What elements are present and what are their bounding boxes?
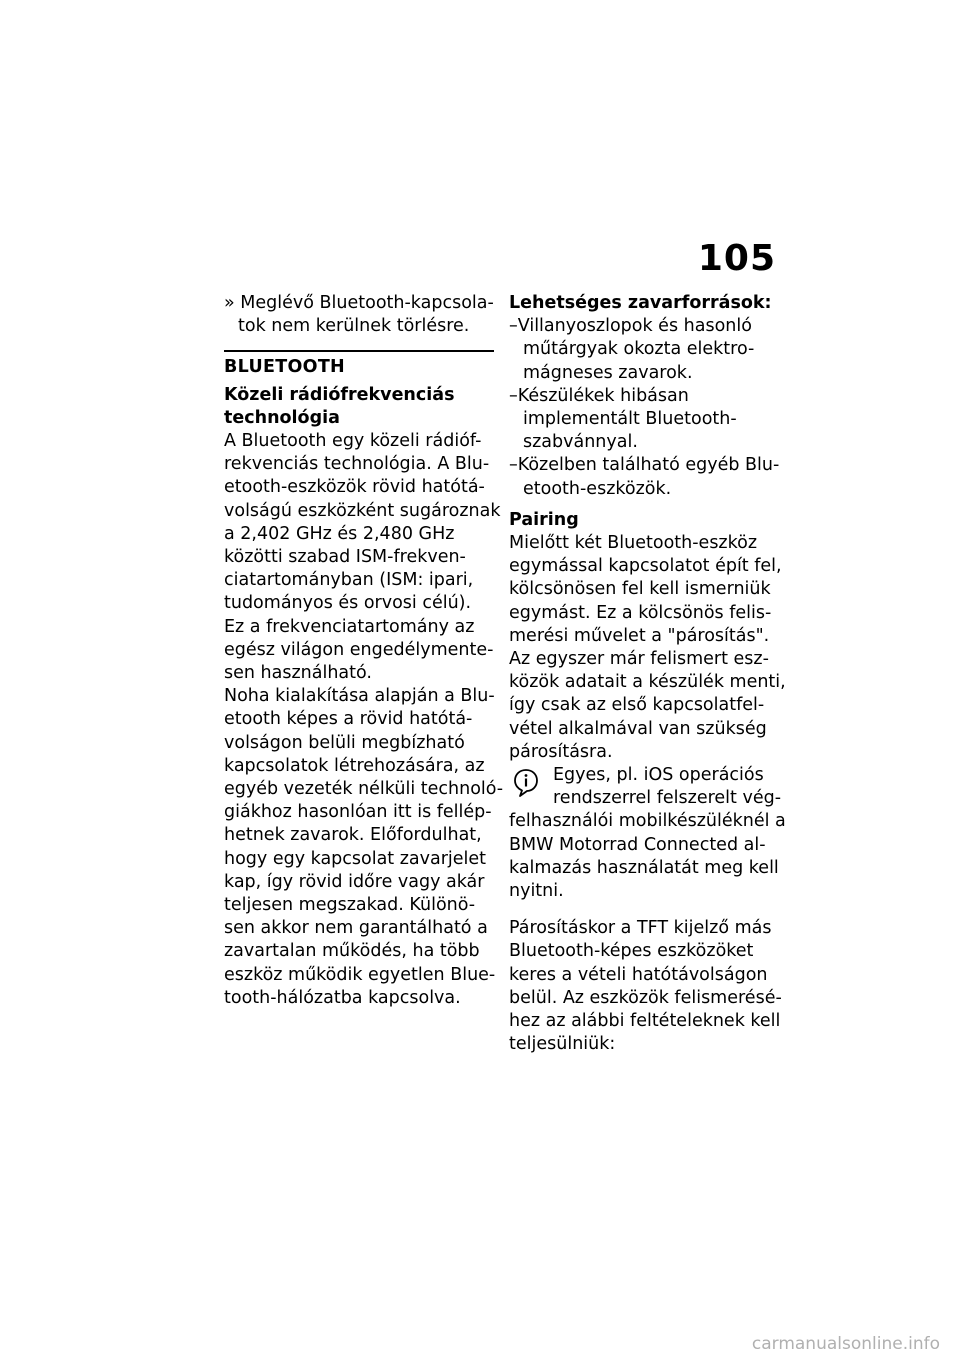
footer-watermark: carmanualsonline.info (751, 1334, 940, 1354)
paragraph-pairing (509, 532, 786, 764)
text-line: tooth-hálózatba kapcsolva. (224, 987, 461, 1008)
text-line: Ez a frekvenciatartomány az (224, 616, 475, 637)
text-line: Mielőtt két Bluetooth-eszköz (509, 533, 758, 554)
bullet-note (224, 292, 494, 338)
text-line: párosításra. (509, 741, 613, 762)
section-divider (224, 350, 494, 352)
dash-line: szabvánnyal. (523, 432, 638, 453)
note-line: rendszerrel felszerelt vég- (553, 788, 782, 809)
text-line: így csak az első kapcsolatfel- (509, 695, 765, 716)
text-line: teljesen megszakad. Különö- (224, 895, 476, 916)
text-line: a 2,402 GHz és 2,480 GHz (224, 523, 455, 544)
text-line: egymást. Ez a kölcsönös felis- (509, 602, 772, 623)
text-line: hetnek zavarok. Előfordulhat, (224, 825, 482, 846)
bullet-line (224, 292, 494, 315)
text-line: közötti szabad ISM-frekven- (224, 547, 466, 568)
text-line: ciatartományban (ISM: ipari, (224, 570, 474, 591)
paragraph-final (509, 917, 781, 1056)
info-icon (513, 768, 539, 798)
dash-line: –Villanyoszlopok és hasonló (509, 316, 752, 337)
note-line: felhasználói mobilkészüléknél a (509, 811, 786, 832)
dash-list (509, 315, 781, 501)
pairing-heading: Pairing (509, 509, 579, 530)
text-line: A Bluetooth egy közeli rádióf- (224, 431, 482, 452)
page-number: 105 (697, 238, 776, 279)
dash-line: –Közelben található egyéb Blu- (509, 455, 780, 476)
text-line: zavartalan működés, ha több (224, 941, 480, 962)
text-line: keres a vételi hatótávolságon (509, 964, 768, 985)
text-line: etooth-eszközök rövid hatótá- (224, 477, 485, 498)
text-line: Az egyszer már felismert esz- (509, 649, 769, 670)
bullet-text: Meglévő Bluetooth-kapcsola- (240, 293, 494, 313)
text-line: Párosításkor a TFT kijelző más (509, 918, 772, 939)
text-line: Bluetooth-képes eszközöket (509, 941, 754, 962)
text-line: kapcsolatok létrehozására, az (224, 755, 485, 776)
note-line: kalmazás használatát meg kell (509, 857, 779, 878)
paragraph-intro (224, 430, 501, 685)
dash-line: –Készülékek hibásan (509, 385, 689, 406)
text-line: tudományos és orvosi célú). (224, 593, 472, 614)
subheading (224, 384, 494, 430)
right-column (509, 292, 786, 1057)
bullet-text: tok nem kerülnek törlésre. (238, 316, 470, 337)
note-line: BMW Motorrad Connected al- (509, 834, 766, 855)
text-line: volságú eszközként sugároznak (224, 500, 501, 521)
note-line: nyitni. (509, 881, 564, 902)
text-line: volságon belüli megbízható (224, 732, 465, 753)
text-line: belül. Az eszközök felismerésé- (509, 987, 782, 1008)
text-line: eszköz működik egyetlen Blue- (224, 964, 496, 985)
dash-line: mágneses zavarok. (523, 362, 693, 383)
section-title: BLUETOOTH (224, 357, 346, 378)
info-note (509, 764, 786, 903)
text-line: sen akkor nem garantálható a (224, 918, 488, 939)
text-line: közök adatait a készülék menti, (509, 672, 786, 693)
subheading-line: Közeli rádiófrekvenciás (224, 384, 455, 405)
text-line: etooth képes a rövid hatótá- (224, 709, 473, 730)
text-line: sen használható. (224, 663, 372, 684)
text-line: kölcsönösen fel kell ismerniük (509, 579, 771, 600)
text-line: egész világon engedélymente- (224, 639, 494, 660)
text-line: giákhoz hasonlóan itt is fellép- (224, 802, 492, 823)
dash-line: implementált Bluetooth- (523, 409, 737, 430)
text-line: teljesülniük: (509, 1034, 616, 1055)
text-line: Noha kialakítása alapján a Blu- (224, 686, 495, 707)
dash-item (509, 315, 781, 385)
text-line: hogy egy kapcsolat zavarjelet (224, 848, 487, 869)
bullet-marker: » (224, 293, 235, 313)
text-line: hez az alábbi feltételeknek kell (509, 1011, 781, 1032)
dash-line: etooth-eszközök. (523, 478, 672, 499)
left-column (224, 292, 504, 1010)
text-line: kap, így rövid időre vagy akár (224, 871, 485, 892)
subheading-line: technológia (224, 407, 340, 428)
dash-item (509, 454, 781, 500)
text-line: egyéb vezeték nélküli technoló- (224, 779, 504, 800)
note-line: Egyes, pl. iOS operációs (553, 765, 764, 786)
text-line: egymással kapcsolatot épít fel, (509, 556, 782, 577)
interference-heading: Lehetséges zavarforrások: (509, 293, 772, 313)
text-line: merési művelet a "párosítás". (509, 625, 770, 646)
dash-item (509, 385, 781, 455)
dash-line: műtárgyak okozta elektro- (523, 339, 755, 360)
text-line: rekvenciás technológia. A Blu- (224, 454, 490, 475)
text-line: vétel alkalmával van szükség (509, 718, 767, 739)
paragraph-interference (224, 685, 504, 1010)
